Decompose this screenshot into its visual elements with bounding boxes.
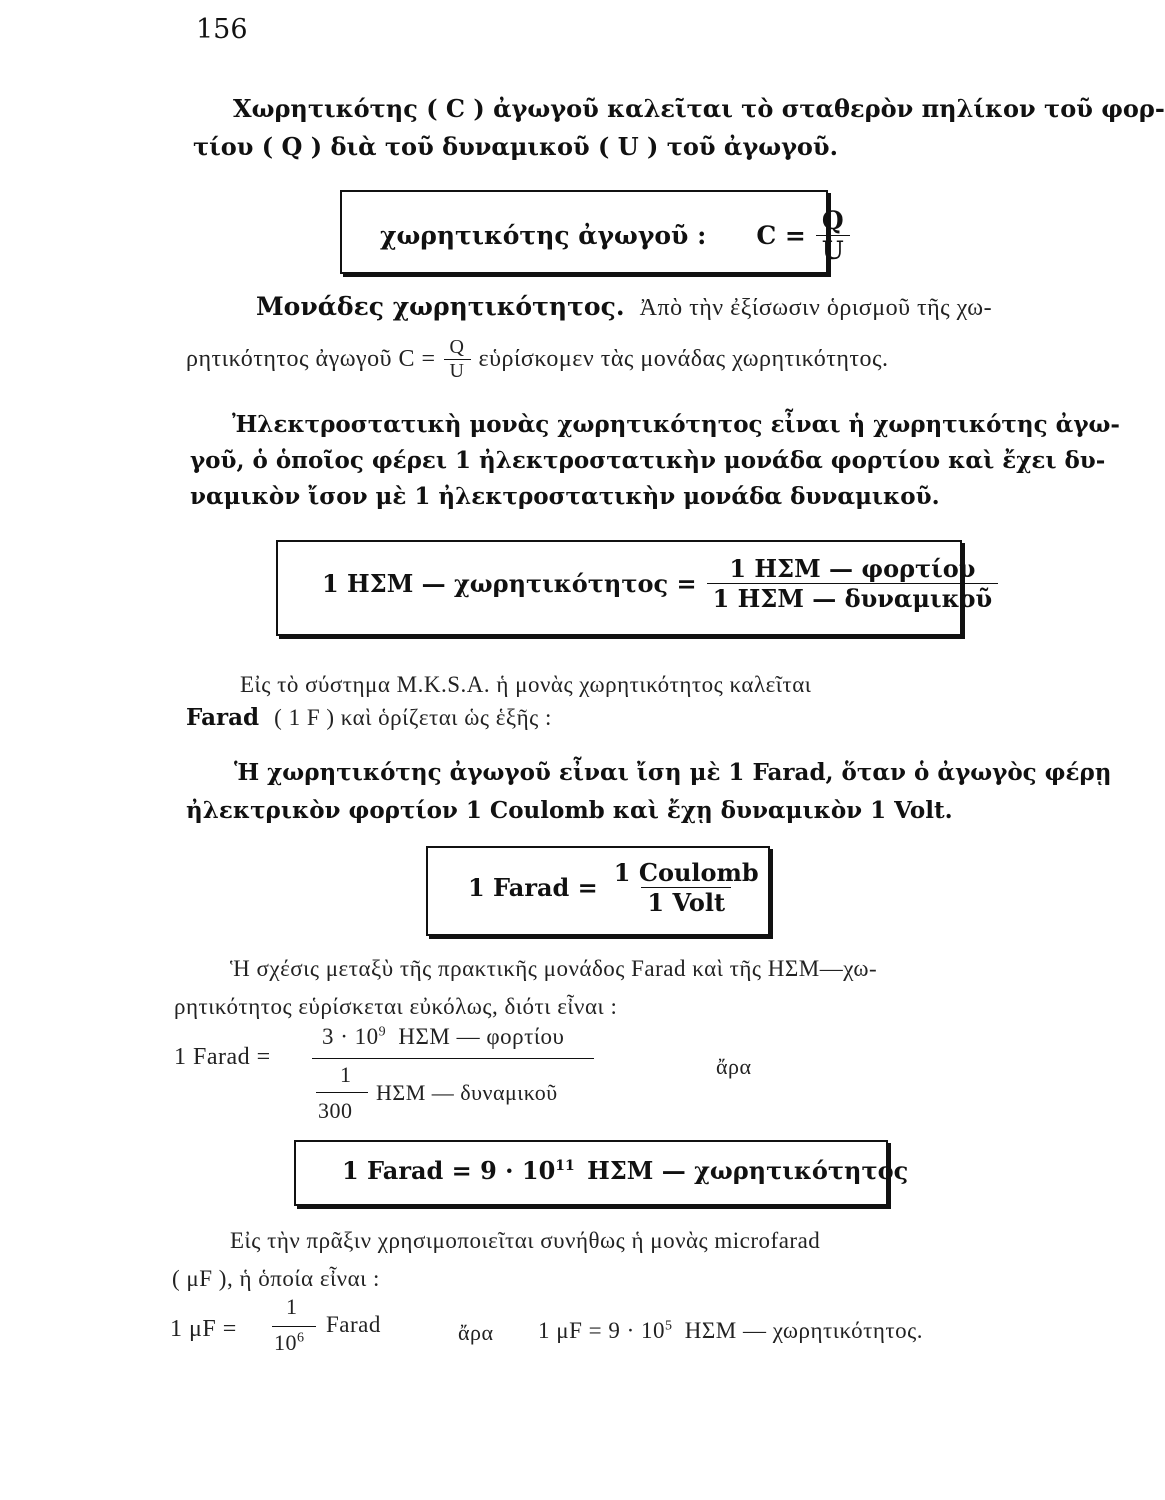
box1-lhs: C = — [756, 221, 806, 250]
eq1-num-exp: 9 — [378, 1024, 387, 1040]
units-line1-rest: Ἀπὸ τὴν ἐξίσωσιν ὁρισμοῦ τῆς χω- — [639, 295, 993, 321]
eq1-den-unit: ΗΣΜ — δυναμικοῦ — [376, 1080, 558, 1105]
farad-def-line-1: Ἡ χωρητικότης ἀγωγοῦ εἶναι ἴση μὲ 1 Farad, ὅταν ὁ ἀγωγὸς φέρῃ — [234, 759, 1112, 786]
box3-denominator: 1 Volt — [641, 887, 731, 917]
box2-denominator: 1 ΗΣΜ — δυναμικοῦ — [707, 583, 999, 613]
box1-label: χωρητικότης ἀγωγοῦ : — [380, 221, 707, 250]
intro-line-1: Χωρητικότης ( C ) ἀγωγοῦ καλεῖται τὸ σταθερὸν πηλίκον τοῦ φορ- — [233, 94, 1165, 123]
box2-lhs: 1 ΗΣΜ — χωρητικότητος = — [322, 569, 697, 598]
eq2-lhs: 1 μF = — [170, 1316, 237, 1342]
eq1-fraction-bar — [312, 1058, 594, 1059]
eq1-lhs: 1 Farad = — [174, 1044, 271, 1070]
units-denominator: U — [444, 359, 471, 383]
eq1-numerator — [322, 1024, 564, 1050]
micro-line-1: Εἰς τὴν πρᾶξιν χρησιμοποιεῖται συνήθως ἡ μονὰς microfarad — [230, 1228, 821, 1253]
units-heading: Μονάδες χωρητικότητος. — [256, 292, 625, 321]
micro-line-2: ( μF ), ἡ ὁποία εἶναι : — [172, 1266, 380, 1291]
eq1-num-coef: 3 · 10 — [322, 1024, 379, 1049]
box4-post: ΗΣΜ — χωρητικότητος — [587, 1156, 909, 1185]
eq2-rhs — [538, 1318, 923, 1344]
eq2-rhs-pre: 1 μF = 9 · 10 — [538, 1318, 666, 1343]
eq1-ara: ἄρα — [716, 1054, 752, 1079]
box4-exp: 11 — [555, 1158, 575, 1174]
esu-def-line-3: ναμικὸν ἴσον μὲ 1 ἠλεκτροστατικὴν μονάδα δυναμικοῦ. — [190, 483, 940, 510]
box3-lhs: 1 Farad = — [468, 873, 598, 902]
eq1-num-unit: ΗΣΜ — φορτίου — [398, 1024, 565, 1049]
eq1-den-den: 300 — [318, 1098, 353, 1123]
farad-def-line-2: ἠλεκτρικὸν φορτίον 1 Coulomb καὶ ἔχῃ δυναμικὸν 1 Volt. — [186, 797, 953, 824]
eq2-den-base: 10 — [274, 1330, 297, 1355]
eq2-fraction-bar — [272, 1326, 316, 1327]
page-number: 156 — [196, 14, 248, 45]
mksa-line2-rest: ( 1 F ) καὶ ὁρίζεται ὡς ἑξῆς : — [274, 705, 552, 730]
esu-def-line-1: Ἠλεκτροστατικὴ μονὰς χωρητικότητος εἶναι ἡ χωρητικότης ἀγω- — [232, 411, 1120, 438]
formula-box-esu-capacitance — [276, 540, 993, 636]
relation-line-2: ρητικότητος εὑρίσκεται εὐκόλως, διότι εἶναι : — [174, 994, 618, 1019]
eq1-den-num: 1 — [340, 1062, 352, 1087]
units-line2-post: εὑρίσκομεν τὰς μονάδας χωρητικότητος. — [478, 346, 889, 372]
eq1-small-bar — [316, 1092, 368, 1093]
mksa-line-2 — [186, 704, 552, 731]
box1-denominator: U — [816, 235, 850, 265]
units-numerator: Q — [449, 336, 465, 358]
formula-box-farad — [426, 846, 770, 936]
box2-numerator: 1 ΗΣΜ — φορτίου — [729, 554, 976, 583]
units-line2-pre: ρητικότητος ἀγωγοῦ C = — [186, 346, 436, 372]
formula-box-capacitance — [340, 190, 844, 274]
formula-box-farad-esu — [294, 1140, 909, 1206]
eq2-denominator — [274, 1330, 305, 1356]
eq2-unit: Farad — [326, 1312, 381, 1337]
eq2-ara: ἄρα — [458, 1320, 494, 1345]
units-line-2 — [186, 336, 889, 383]
box4-pre: 1 Farad = 9 · 10 — [342, 1156, 556, 1185]
intro-line-2: τίου ( Q ) διὰ τοῦ δυναμικοῦ ( U ) τοῦ ἀγωγοῦ. — [193, 132, 838, 161]
esu-def-line-2: γοῦ, ὁ ὁποῖος φέρει 1 ἠλεκτροστατικὴν μονάδα φορτίου καὶ ἔχει δυ- — [190, 447, 1106, 474]
relation-line-1: Ἡ σχέσις μεταξὺ τῆς πρακτικῆς μονάδος Farad καὶ τῆς ΗΣΜ—χω- — [230, 956, 878, 981]
units-line-1 — [256, 292, 992, 322]
eq2-rhs-post: ΗΣΜ — χωρητικότητος. — [684, 1318, 923, 1343]
mksa-line-1: Εἰς τὸ σύστημα M.K.S.A. ἡ μονὰς χωρητικότητος καλεῖται — [240, 672, 812, 697]
box1-numerator: Q — [821, 206, 844, 235]
eq2-numerator: 1 — [286, 1294, 298, 1319]
box3-numerator: 1 Coulomb — [613, 858, 759, 887]
eq2-den-exp: 6 — [297, 1330, 305, 1346]
eq2-rhs-exp: 5 — [665, 1318, 673, 1334]
mksa-farad: Farad — [186, 704, 260, 731]
